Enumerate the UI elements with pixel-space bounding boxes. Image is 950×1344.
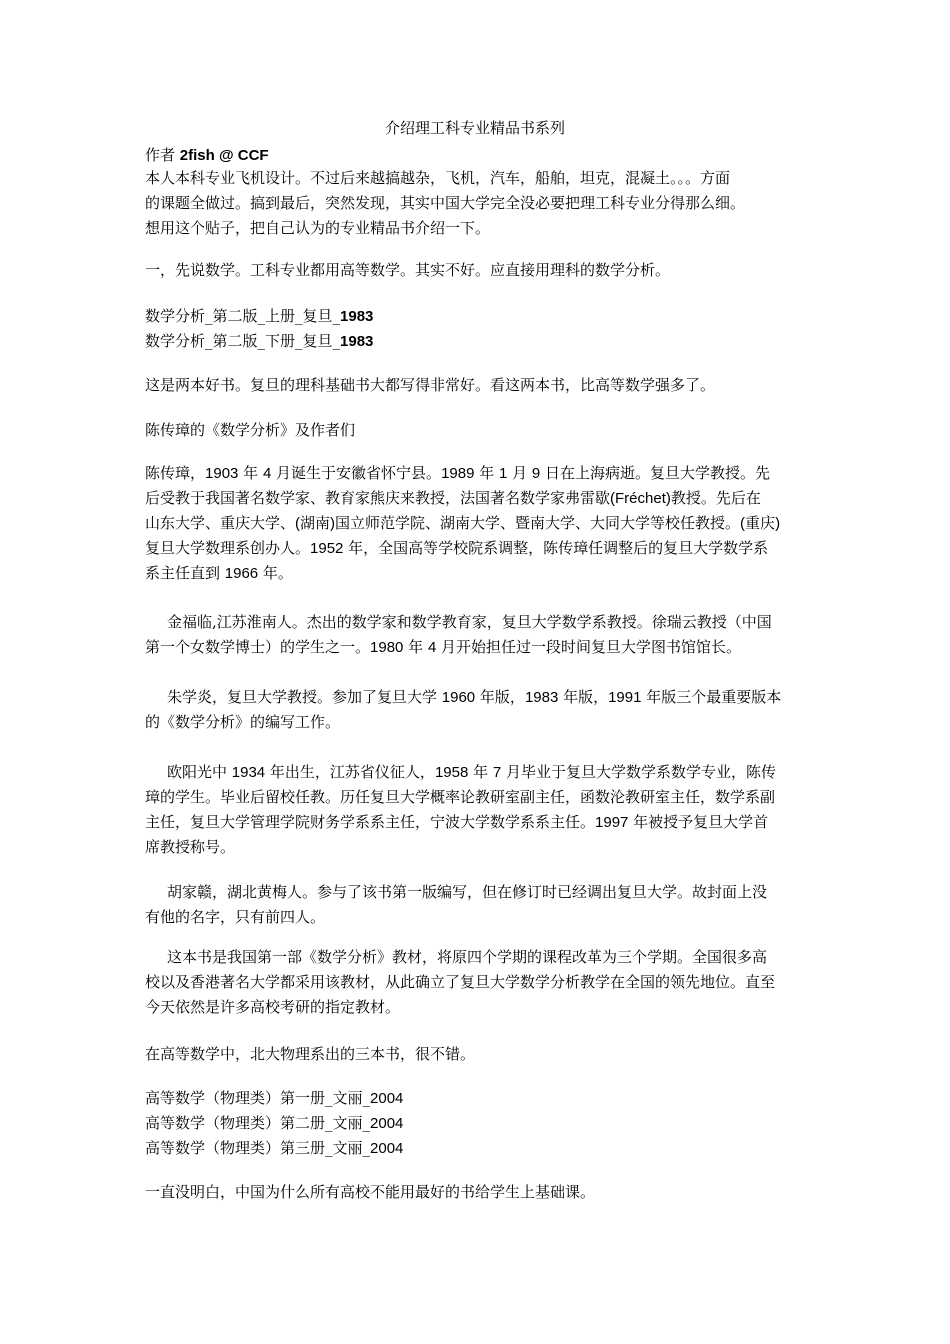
text-run: 年出生，江苏省仪征人，	[265, 763, 435, 781]
text-run: 年版，	[558, 688, 609, 706]
text-run: 1958	[434, 764, 469, 781]
text-run: (Fréchet)	[610, 490, 671, 507]
paragraph-line	[145, 905, 810, 930]
bio-ouyang-paragraph	[145, 760, 810, 860]
bio-jin-paragraph	[145, 610, 810, 660]
text-run: 1966	[224, 565, 259, 582]
bio-chen-paragraph	[145, 461, 810, 586]
paragraph-line	[145, 995, 810, 1020]
text-run: (	[295, 515, 301, 532]
book-year: 2004	[370, 1140, 404, 1157]
book-item	[145, 304, 810, 329]
author-line	[145, 143, 810, 168]
document-title: 介绍理工科专业精品书系列	[384, 119, 565, 137]
text-run: 主任，复旦大学管理学院财务学系系主任，宁波大学数学系系主任。	[145, 813, 596, 831]
text-run: 教授。先后在	[670, 489, 761, 507]
text-run: 校以及香港著名大学都采用该教材，从此确立了复旦大学数学分析教学在全国的领先地位。直至	[145, 973, 776, 991]
book-title: 数学分析_第二版_上册_复旦_	[145, 307, 341, 325]
section-higher-math-text: 在高等数学中，北大物理系出的三本书，很不错。	[145, 1045, 476, 1063]
book-title: 高等数学（物理类）第一册_文丽_	[145, 1089, 371, 1107]
paragraph-line	[145, 760, 810, 785]
book-title: 高等数学（物理类）第三册_文丽_	[145, 1139, 371, 1157]
text-run: 年被授予复旦大学首	[628, 813, 769, 831]
text-run: 1983	[524, 689, 559, 706]
paragraph-line	[145, 635, 810, 660]
text-run: 第一个女数学博士）的学生之一。	[145, 638, 371, 656]
text-run: 9	[531, 465, 541, 482]
paragraph-line	[145, 511, 810, 536]
text-run: 复旦大学数理系创办人。	[145, 539, 311, 557]
subheading-text: 陈传璋的《数学分析》及作者们	[145, 421, 356, 439]
text-run: 1903	[205, 465, 239, 482]
book-title: 数学分析_第二版_下册_复旦_	[145, 332, 341, 350]
text-run: 年版三个最重要版本	[641, 688, 782, 706]
text-run: 日在上海病逝。复旦大学教授。先	[540, 464, 770, 482]
section-math-intro	[145, 258, 810, 283]
text-run: 年	[474, 464, 499, 482]
text-run: )	[330, 515, 336, 532]
text-run: 1991	[608, 689, 642, 706]
paragraph-line	[145, 945, 810, 970]
paragraph-line	[145, 710, 810, 735]
intro-line: 的课题全做过。搞到最后，突然发现，其实中国大学完全没必要把理工科专业分得那么细。	[145, 194, 746, 212]
paragraph-line	[145, 536, 810, 561]
text-run: 系主任直到	[145, 564, 225, 582]
text-run: 1980	[370, 639, 404, 656]
book-note-paragraph	[145, 945, 810, 1020]
book-year: 2004	[370, 1090, 404, 1107]
book-item	[145, 329, 810, 354]
text-run: 1934	[231, 764, 266, 781]
section-math-text: 一，先说数学。工科专业都用高等数学。其实不好。应直接用理科的数学分析。	[145, 261, 671, 279]
text-run: (	[740, 515, 746, 532]
book-year: 2004	[370, 1115, 404, 1132]
book-list-higher-math	[145, 1086, 810, 1161]
book-item	[145, 1111, 810, 1136]
paragraph-line	[145, 610, 810, 635]
text-run: 1	[498, 465, 508, 482]
text-run: 年	[238, 464, 263, 482]
text-run: 年，全国高等学校院系调整，陈传璋任调整后的复旦大学数学系	[343, 539, 769, 557]
text-run: 璋的学生。毕业后留校任教。历任复旦大学概率论教研室副主任，函数沦教研室主任，数学系副	[145, 788, 776, 806]
section-higher-math	[145, 1042, 810, 1067]
closing-text: 一直没明白，中国为什么所有高校不能用最好的书给学生上基础课。	[145, 1183, 596, 1201]
comment-text: 这是两本好书。复旦的理科基础书大都写得非常好。看这两本书，比高等数学强多了。	[145, 376, 716, 394]
text-run: 月开始担任过一段时间复旦大学图书馆馆长。	[436, 638, 742, 656]
text-run: )	[775, 515, 781, 532]
text-run: 1952	[310, 540, 344, 557]
paragraph-line	[145, 970, 810, 995]
text-run: 山东大学、重庆大学、	[145, 514, 296, 532]
paragraph-line	[145, 461, 810, 486]
text-run: 金福临,江苏淮南人。杰出的数学家和数学教育家，复旦大学数学系教授。徐瑞云教授（中国	[167, 613, 772, 631]
intro-line: 本人本科专业飞机设计。不过后来越搞越杂，飞机，汽车，船舶，坦克，混凝土。。。方面	[145, 169, 731, 187]
author-prefix: 作者	[145, 146, 180, 164]
text-run: 胡家赣，湖北黄梅人。参与了该书第一版编写，但在修订时已经调出复旦大学。故封面上没	[167, 883, 768, 901]
text-run: 陈传璋，	[145, 464, 206, 482]
text-run: 1960	[441, 689, 476, 706]
book-year: 1983	[340, 333, 374, 350]
text-run: 月毕业于复旦大学数学系数学专业，陈传	[501, 763, 776, 781]
paragraph-line	[145, 810, 810, 835]
book-title: 高等数学（物理类）第二册_文丽_	[145, 1114, 371, 1132]
paragraph-line	[145, 685, 810, 710]
text-run: 席教授称号。	[145, 838, 236, 856]
text-run: 后受教于我国著名数学家、教育家熊庆来教授，法国著名数学家弗雷歇	[145, 489, 611, 507]
closing-paragraph	[145, 1180, 810, 1205]
text-run: 年	[403, 638, 428, 656]
text-run: 1989	[441, 465, 475, 482]
bio-hu-paragraph	[145, 880, 810, 930]
text-run: 4	[262, 465, 272, 482]
text-run: 月诞生于安徽省怀宁县。	[271, 464, 442, 482]
paragraph-line	[145, 561, 810, 586]
paragraph-line	[145, 880, 810, 905]
text-run: 湖南	[300, 514, 331, 532]
paragraph-line	[145, 835, 810, 860]
intro-paragraph	[145, 166, 810, 241]
text-run: 月	[507, 464, 532, 482]
text-run: 的《数学分析》的编写工作。	[145, 713, 341, 731]
book-item	[145, 1136, 810, 1161]
text-run: 年	[468, 763, 493, 781]
text-run: 这本书是我国第一部《数学分析》教材，将原四个学期的课程改革为三个学期。全国很多高	[167, 948, 768, 966]
paragraph-line	[145, 486, 810, 511]
intro-line: 想用这个贴子，把自己认为的专业精品书介绍一下。	[145, 219, 491, 237]
subheading	[145, 418, 810, 443]
comment-paragraph	[145, 373, 810, 398]
bio-zhu-paragraph	[145, 685, 810, 735]
text-run: 国立师范学院、湖南大学、暨南大学、大同大学等校任教授。	[335, 514, 741, 532]
text-run: 年版，	[475, 688, 525, 706]
book-list-analysis	[145, 304, 810, 354]
text-run: 年。	[258, 564, 293, 582]
text-run: 欧阳光中	[167, 763, 232, 781]
text-run: 有他的名字，只有前四人。	[145, 908, 326, 926]
text-run: 4	[427, 639, 437, 656]
author-name: 2fish @ CCF	[179, 147, 269, 164]
text-run: 今天依然是许多高校考研的指定教材。	[145, 998, 401, 1016]
text-run: 朱学炎，复旦大学教授。参加了复旦大学	[167, 688, 442, 706]
paragraph-line	[145, 785, 810, 810]
book-item	[145, 1086, 810, 1111]
book-year: 1983	[340, 308, 374, 325]
text-run: 1997	[595, 814, 629, 831]
text-run: 重庆	[745, 514, 776, 532]
text-run: 7	[492, 764, 502, 781]
